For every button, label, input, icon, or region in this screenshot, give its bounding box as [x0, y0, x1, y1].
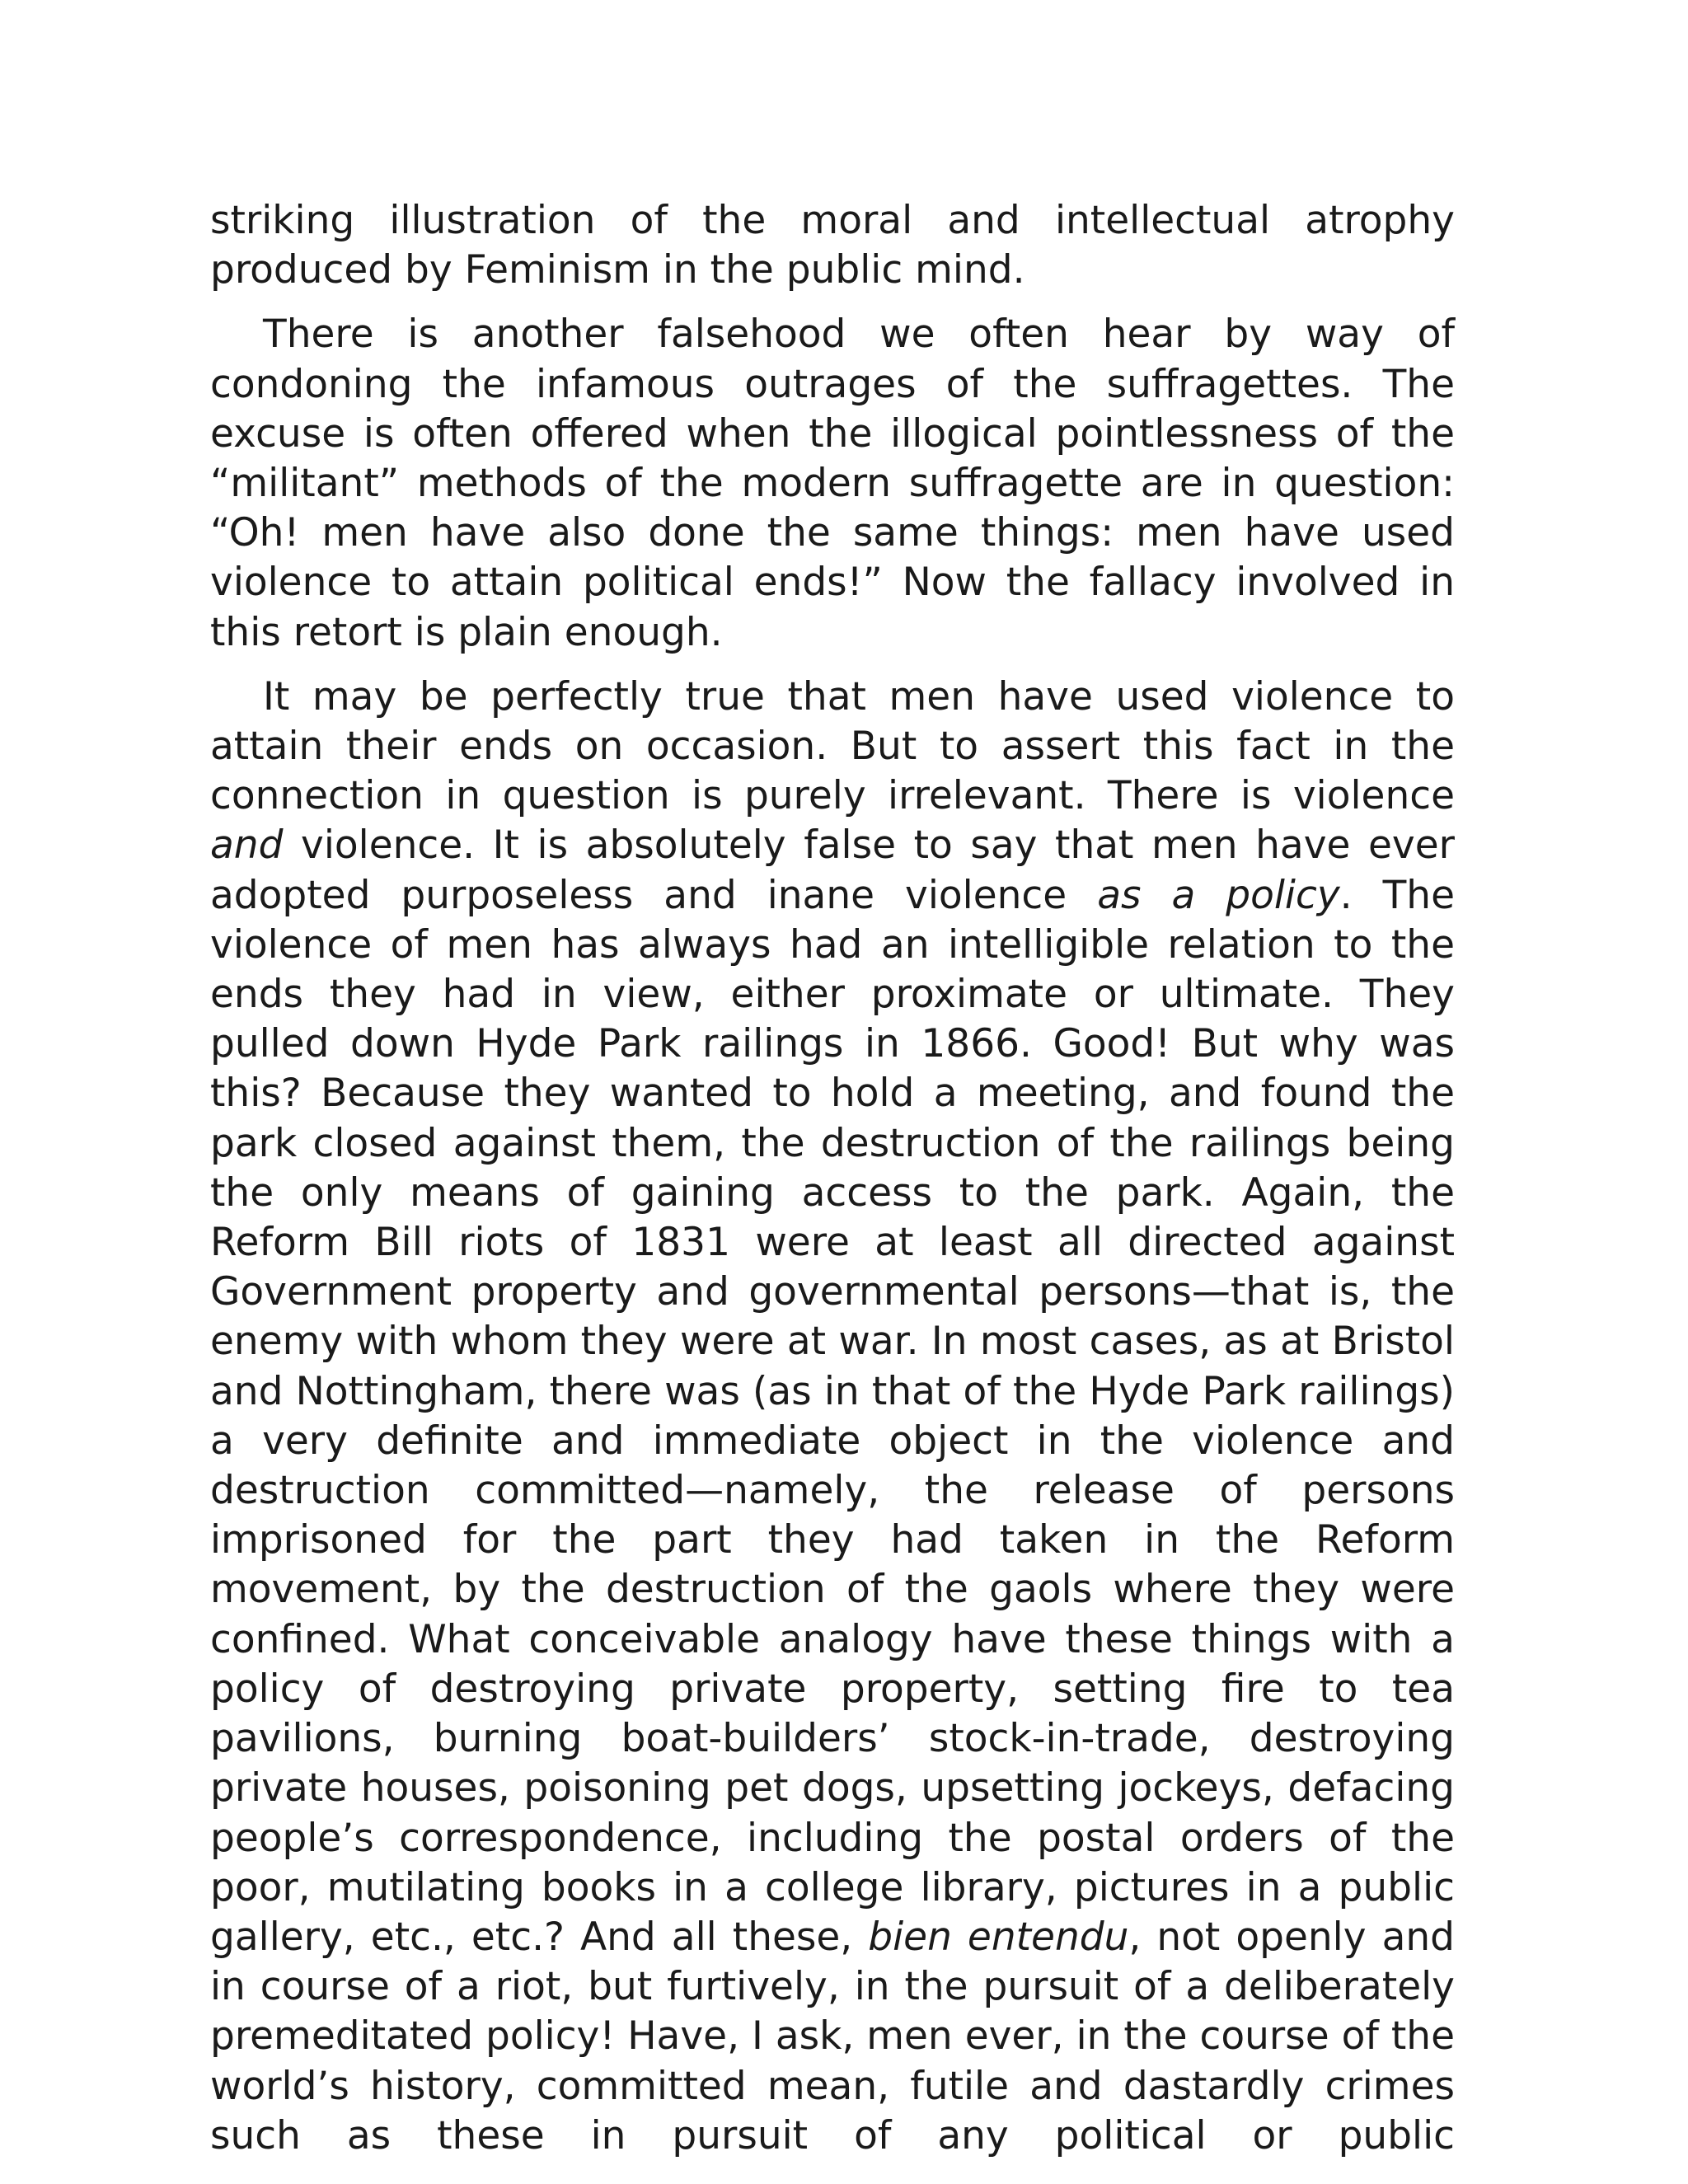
paragraph-1	[210, 196, 1455, 295]
paragraph-1-text: striking illustration of the moral and intellectual atrophy produced by Feminism in the public mind.	[210, 198, 1455, 293]
paragraph-3-text-b: violence. It is absolutely false to say that men have ever adopted purposeless and inane violence	[210, 823, 1455, 918]
page-body	[210, 196, 1455, 2161]
paragraph-3-text-d: , not openly and in course of a riot, but furtively, in the pursuit of a deliberately premeditated policy! Have, I ask, men ever, in the course of the world’s history, committed mean, futile and dastardly crimes such as these in pursuit of any political or public	[210, 1914, 1455, 2158]
paragraph-3-italic-as-a-policy: as a policy	[1097, 872, 1340, 918]
paragraph-3-text-c: . The violence of men has always had an intelligible relation to the ends they had in view, either proximate or ultimate. They pulled down Hyde Park railings in 1866. Good! But why was this? Because they wanted to hold a meeting, and found the park closed against them, the destruction of the railings being the only means of gaining access to the park. Again, the Reform Bill riots of 1831 were at least all directed against Government property and governmental persons—that is, the enemy with whom they were at war. In most cases, as at Bristol and Nottingham, there was (as in that of the Hyde Park railings) a very definite and immediate object in the violence and destruction committed—namely, the release of persons imprisoned for the part they had taken in the Reform movement, by the destruction of the gaols where they were confined. What conceivable analogy have these things with a policy of destroying private property, setting fire to tea pavilions, burning boat-builders’ stock-in-trade, destroying private houses, poisoning pet dogs, upsetting jockeys, defacing people’s correspondence, including the postal orders of the poor, mutilating books in a college library, pictures in a public gallery, etc., etc.? And all these,	[210, 872, 1455, 1960]
paragraph-3	[210, 673, 1455, 2161]
paragraph-2	[210, 310, 1455, 657]
paragraph-3-italic-and: and	[210, 823, 284, 869]
paragraph-3-text-a: It may be perfectly true that men have used violence to attain their ends on occasion. But to assert this fact in the connection in question is purely irrelevant. There is violence	[210, 673, 1455, 819]
paragraph-3-italic-bien-entendu: bien entendu	[868, 1914, 1129, 1960]
paragraph-2-text: There is another falsehood we often hear by way of condoning the infamous outrages of the suffragettes. The excuse is often offered when the illogical pointlessness of the “militant” methods of the modern suffragette are in question: “Oh! men have also done the same things: men have used violence to attain political ends!” Now the fallacy involved in this retort is plain enough.	[210, 312, 1455, 655]
